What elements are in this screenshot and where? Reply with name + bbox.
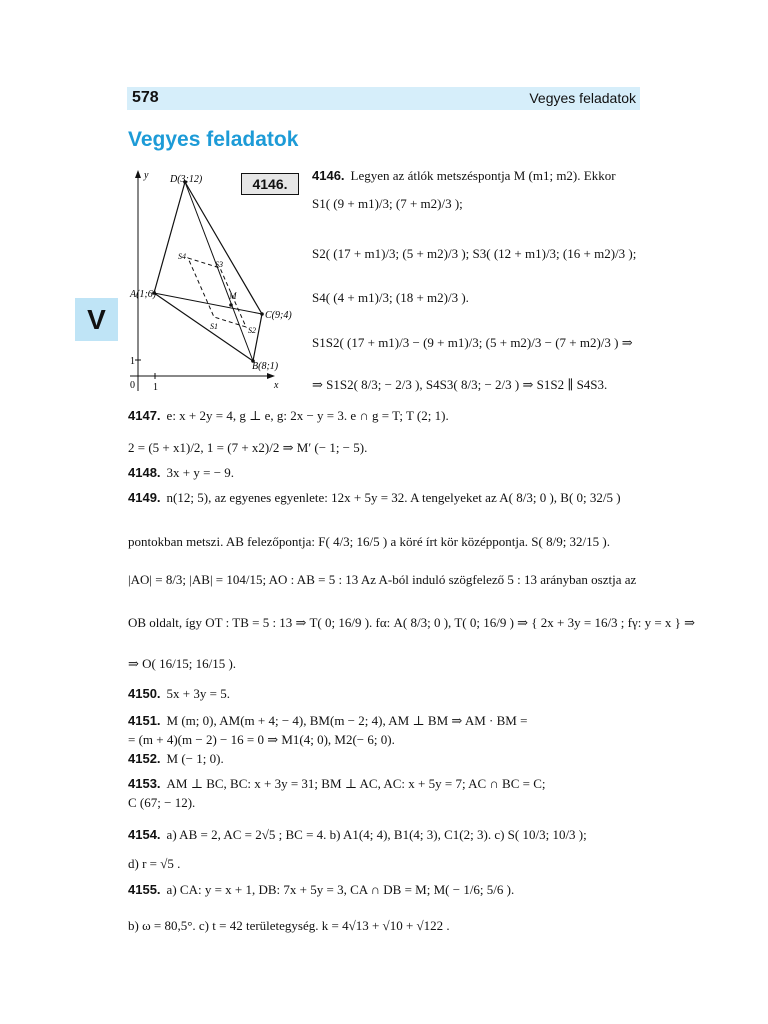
problem-4153-line-1: AM ⊥ BC, BC: x + 3y = 31; BM ⊥ AC, AC: x + 5y = 7; AC ∩ BC = C; [166, 776, 546, 791]
problem-4152: 4152. M (− 1; 0). [128, 751, 224, 766]
problem-4155-line-1: a) CA: y = x + 1, DB: 7x + 5y = 3, CA ∩ DB = M; M( − 1/6; 5/6 ). [166, 882, 515, 897]
problem-4149-line-3: |AO| = 8/3; |AB| = 104/15; AO : AB = 5 : 13 Az A-ból induló szögfelező 5 : 13 arányban osztja az [128, 572, 637, 587]
problem-4149-line-2: pontokban metszi. AB felezőpontja: F( 4/3; 16/5 ) a köré írt kör középpontja. S( 8/9; 32/15 ). [128, 534, 610, 549]
problem-4151-line-1: M (m; 0), AM(m + 4; − 4), BM(m − 2; 4), AM ⊥ BM ⇒ AM · BM = [166, 713, 528, 728]
x-axis-label: x [274, 380, 279, 391]
origin-label: 0 [130, 380, 135, 391]
point-S3-label: S3 [215, 260, 223, 269]
problem-4147-line-2: 2 = (5 + x1)/2, 1 = (7 + x2)/2 ⇒ M′ (− 1; − 5). [128, 440, 368, 455]
problem-4149-line-4: OB oldalt, így OT : TB = 5 : 13 ⇒ T( 0; 16/9 ). fα: A( 8/3; 0 ), T( 0; 16/9 ) ⇒ { 2x + 3y = 16/3 ; fγ: y = x } ⇒ [128, 615, 696, 630]
problem-4154-line-1: a) AB = 2, AC = 2√5 ; BC = 4. b) A1(4; 4), B1(4; 3), C1(2; 3). c) S( 10/3; 10/3 ); [166, 827, 587, 842]
problem-4155-line-2: b) ω = 80,5°. c) t = 42 területegység. k = 4√13 + √10 + √122 . [128, 918, 450, 933]
problem-4150: 4150. 5x + 3y = 5. [128, 686, 230, 701]
page-number: 578 [132, 89, 159, 106]
problem-4155: 4155. a) CA: y = x + 1, DB: 7x + 5y = 3, CA ∩ DB = M; M( − 1/6; 5/6 ). [128, 882, 515, 897]
problem-4146-intro: Legyen az átlók metszéspontja M (m1; m2). Ekkor [350, 168, 616, 183]
problem-4154-line-2: d) r = √5 . [128, 856, 181, 871]
quadrilateral-ABCD [154, 182, 262, 361]
chapter-tab: V [75, 298, 118, 341]
problem-4146-s2-s3: S2( (17 + m1)/3; (5 + m2)/3 ); S3( (12 + m1)/3; (16 + m2)/3 ); [312, 246, 637, 261]
problem-4151-line-2: = (m + 4)(m − 2) − 16 = 0 ⇒ M1(4; 0), M2(− 6; 0). [128, 732, 395, 747]
running-section-title: Vegyes feladatok [529, 90, 636, 106]
problem-4147: 4147. e: x + 2y = 4, g ⊥ e, g: 2x − y = 3. e ∩ g = T; T (2; 1). [128, 408, 449, 423]
problem-4153-line-2: C (67; − 12). [128, 795, 196, 810]
point-C-label: C(9;4) [265, 310, 292, 321]
y-tick-1: 1 [130, 356, 135, 367]
problem-4148: 4148. 3x + y = − 9. [128, 465, 235, 480]
problem-number-box: 4146. [241, 173, 299, 195]
problem-4149-line-5: ⇒ O( 16/15; 16/15 ). [128, 656, 237, 671]
problem-4149: 4149. n(12; 5), az egyenes egyenlete: 12x + 5y = 32. A tengelyeket az A( 8/3; 0 ), B( 0; 32/5 ) [128, 490, 621, 505]
problem-4151: 4151. M (m; 0), AM(m + 4; − 4), BM(m − 2; 4), AM ⊥ BM ⇒ AM · BM = [128, 713, 528, 728]
page-header [127, 87, 640, 110]
problem-4150-line-1: 5x + 3y = 5. [166, 686, 230, 701]
quadrilateral-figure [128, 166, 308, 396]
y-axis-label: y [144, 170, 149, 181]
problem-4146-s4: S4( (4 + m1)/3; (18 + m2)/3 ). [312, 290, 469, 305]
problem-4147-line-1: e: x + 2y = 4, g ⊥ e, g: 2x − y = 3. e ∩ g = T; T (2; 1). [166, 408, 449, 423]
problem-4154: 4154. a) AB = 2, AC = 2√5 ; BC = 4. b) A1(4; 4), B1(4; 3), C1(2; 3). c) S( 10/3; 10/3 ); [128, 827, 587, 842]
point-A-label: A(1;6) [130, 289, 157, 300]
problem-4153: 4153. AM ⊥ BC, BC: x + 3y = 31; BM ⊥ AC, AC: x + 5y = 7; AC ∩ BC = C; [128, 776, 546, 791]
diagonal-DB [185, 182, 253, 361]
problem-4146-vector-1: S1S2( (17 + m1)/3 − (9 + m1)/3; (5 + m2)/3 − (7 + m2)/3 ) ⇒ [312, 335, 633, 350]
x-tick-1: 1 [153, 382, 158, 393]
problem-4152-line-1: M (− 1; 0). [166, 751, 224, 766]
problem-4146-vector-2: ⇒ S1S2( 8/3; − 2/3 ), S4S3( 8/3; − 2/3 ) ⇒ S1S2 ∥ S4S3. [312, 377, 608, 392]
point-M-label: M [229, 291, 237, 301]
point-S1-label: S1 [210, 322, 218, 331]
point-B-label: B(8;1) [252, 361, 279, 372]
problem-4146-s1: S1( (9 + m1)/3; (7 + m2)/3 ); [312, 196, 463, 211]
page-title: Vegyes feladatok [128, 128, 299, 151]
problem-4148-line-1: 3x + y = − 9. [166, 465, 235, 480]
problem-4146: 4146. Legyen az átlók metszéspontja M (m1; m2). Ekkor [312, 168, 616, 183]
problem-4149-line-1: n(12; 5), az egyenes egyenlete: 12x + 5y = 32. A tengelyeket az A( 8/3; 0 ), B( 0; 32/5 ) [166, 490, 621, 505]
point-S4-label: S4 [178, 252, 186, 261]
point-D-label: D(3;12) [170, 174, 203, 185]
point-S2-label: S2 [248, 326, 256, 335]
